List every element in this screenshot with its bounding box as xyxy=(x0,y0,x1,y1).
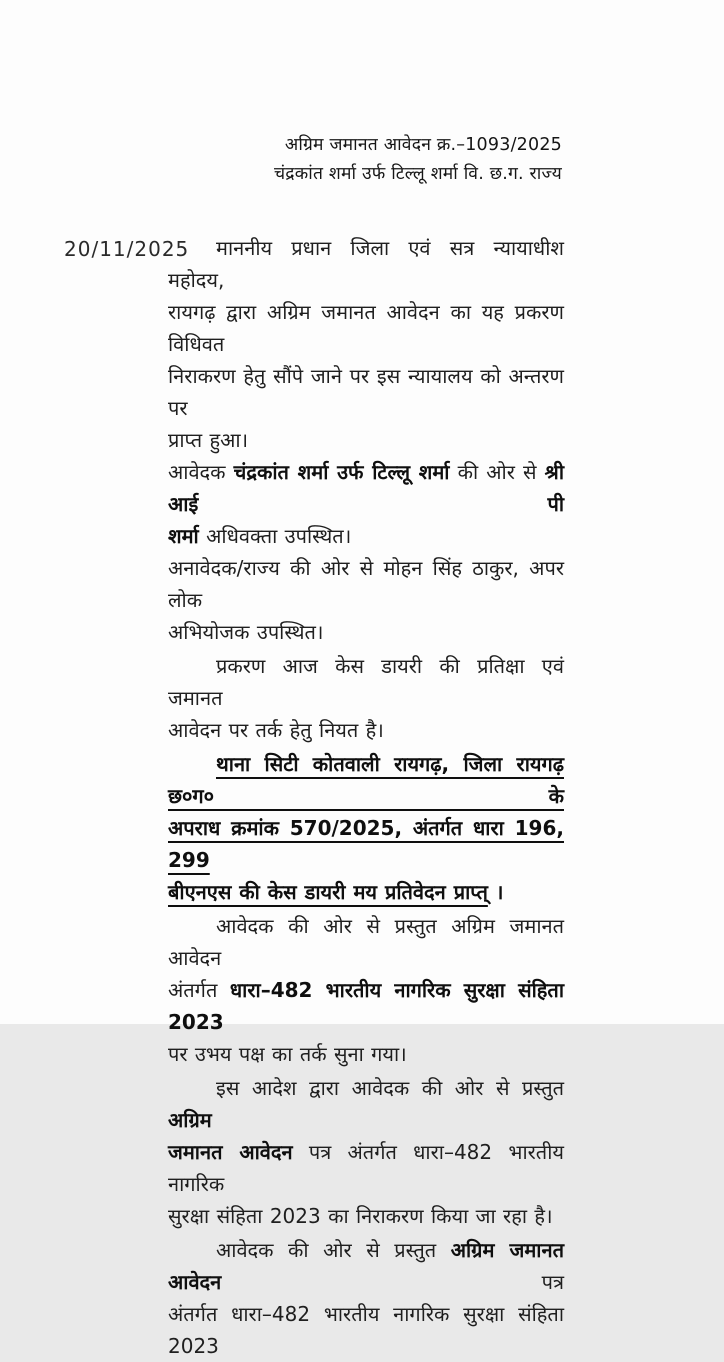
case-parties: चंद्रकांत शर्मा उर्फ टिल्लू शर्मा वि. छ.ग. राज्य xyxy=(274,164,562,184)
text-line xyxy=(168,424,564,456)
text-segment: सुरक्षा संहिता 2023 का निराकरण किया जा रहा है। xyxy=(168,1204,553,1228)
text-segment-bold: अग्रिम xyxy=(168,1108,212,1132)
text-segment: अंतर्गत xyxy=(168,978,230,1002)
text-segment: आवेदक की ओर से प्रस्तुत अग्रिम जमानत आवेदन xyxy=(168,914,564,970)
text-line xyxy=(168,748,564,812)
text-segment: निराकरण हेतु सौंपे जाने पर इस न्यायालय को अन्तरण पर xyxy=(168,364,564,420)
text-segment: आवेदक xyxy=(168,460,234,484)
text-segment: माननीय प्रधान जिला एवं सत्र न्यायाधीश महोदय, xyxy=(168,236,564,292)
text-segment: प्रकरण आज केस डायरी की प्रतिक्षा एवं जमानत xyxy=(168,654,564,710)
case-number: अग्रिम जमानत आवेदन क्र.–1093/2025 xyxy=(284,135,562,155)
text-line xyxy=(168,1072,564,1136)
advocate-name: श्री आई पी xyxy=(168,460,564,516)
text-segment: पत्र xyxy=(221,1270,564,1294)
applicant-name: चंद्रकांत शर्मा उर्फ टिल्लू शर्मा xyxy=(233,460,450,484)
text-segment: । xyxy=(487,880,504,904)
text-line xyxy=(168,910,564,974)
text-segment-bold: जमानत आवेदन xyxy=(168,1140,293,1164)
text-line xyxy=(168,296,564,360)
text-segment: पत्र अंतर्गत धारा–482 भारतीय नागरिक xyxy=(168,1140,564,1196)
case-header xyxy=(240,131,562,189)
text-segment: प्राप्त हुआ। xyxy=(168,428,249,452)
text-segment-bold: अग्रिम जमानत आवेदन xyxy=(168,1238,564,1294)
text-line xyxy=(168,714,564,746)
text-line xyxy=(168,974,564,1038)
text-line xyxy=(168,360,564,424)
order-date: 20/11/2025 xyxy=(64,237,190,261)
crime-details-segment: थाना सिटी कोतवाली रायगढ़, जिला रायगढ़ छ०ग० के xyxy=(168,752,564,808)
text-segment: इस आदेश द्वारा आवेदक की ओर से प्रस्तुत xyxy=(216,1076,564,1100)
text-line xyxy=(168,520,564,552)
text-segment: रायगढ़ द्वारा अग्रिम जमानत आवेदन का यह प्रकरण विधिवत xyxy=(168,300,564,356)
text-line xyxy=(168,1298,564,1362)
text-line xyxy=(168,876,564,908)
text-line xyxy=(168,1234,564,1298)
text-line xyxy=(168,1200,564,1232)
text-line xyxy=(168,1136,564,1200)
text-line xyxy=(168,650,564,714)
text-segment: आवेदक की ओर से प्रस्तुत xyxy=(216,1238,451,1262)
crime-details-segment: बीएनएस की केस डायरी मय प्रतिवेदन प्राप्त् xyxy=(168,880,488,904)
text-line xyxy=(168,552,564,616)
text-line xyxy=(168,232,564,296)
text-line xyxy=(168,456,564,520)
crime-details-segment: अपराध क्रमांक 570/2025, अंतर्गत धारा 196, 299 xyxy=(168,816,564,872)
order-body xyxy=(168,232,564,1362)
text-segment: अंतर्गत धारा–482 भारतीय नागरिक सुरक्षा संहिता 2023 xyxy=(168,1302,564,1358)
text-line xyxy=(168,616,564,648)
advocate-name: शर्मा xyxy=(168,524,199,548)
text-line xyxy=(168,812,564,876)
text-segment: अभियोजक उपस्थित। xyxy=(168,620,324,644)
statute-reference: धारा–482 भारतीय नागरिक सुरक्षा संहिता 2023 xyxy=(168,978,564,1034)
text-segment: अधिवक्ता उपस्थित। xyxy=(198,524,352,548)
text-segment: की ओर से xyxy=(449,460,545,484)
text-segment: आवेदन पर तर्क हेतु नियत है। xyxy=(168,718,384,742)
text-segment: पर उभय पक्ष का तर्क सुना गया। xyxy=(168,1042,407,1066)
text-segment: अनावेदक/राज्य की ओर से मोहन सिंह ठाकुर, अपर लोक xyxy=(168,556,564,612)
text-line xyxy=(168,1038,564,1070)
